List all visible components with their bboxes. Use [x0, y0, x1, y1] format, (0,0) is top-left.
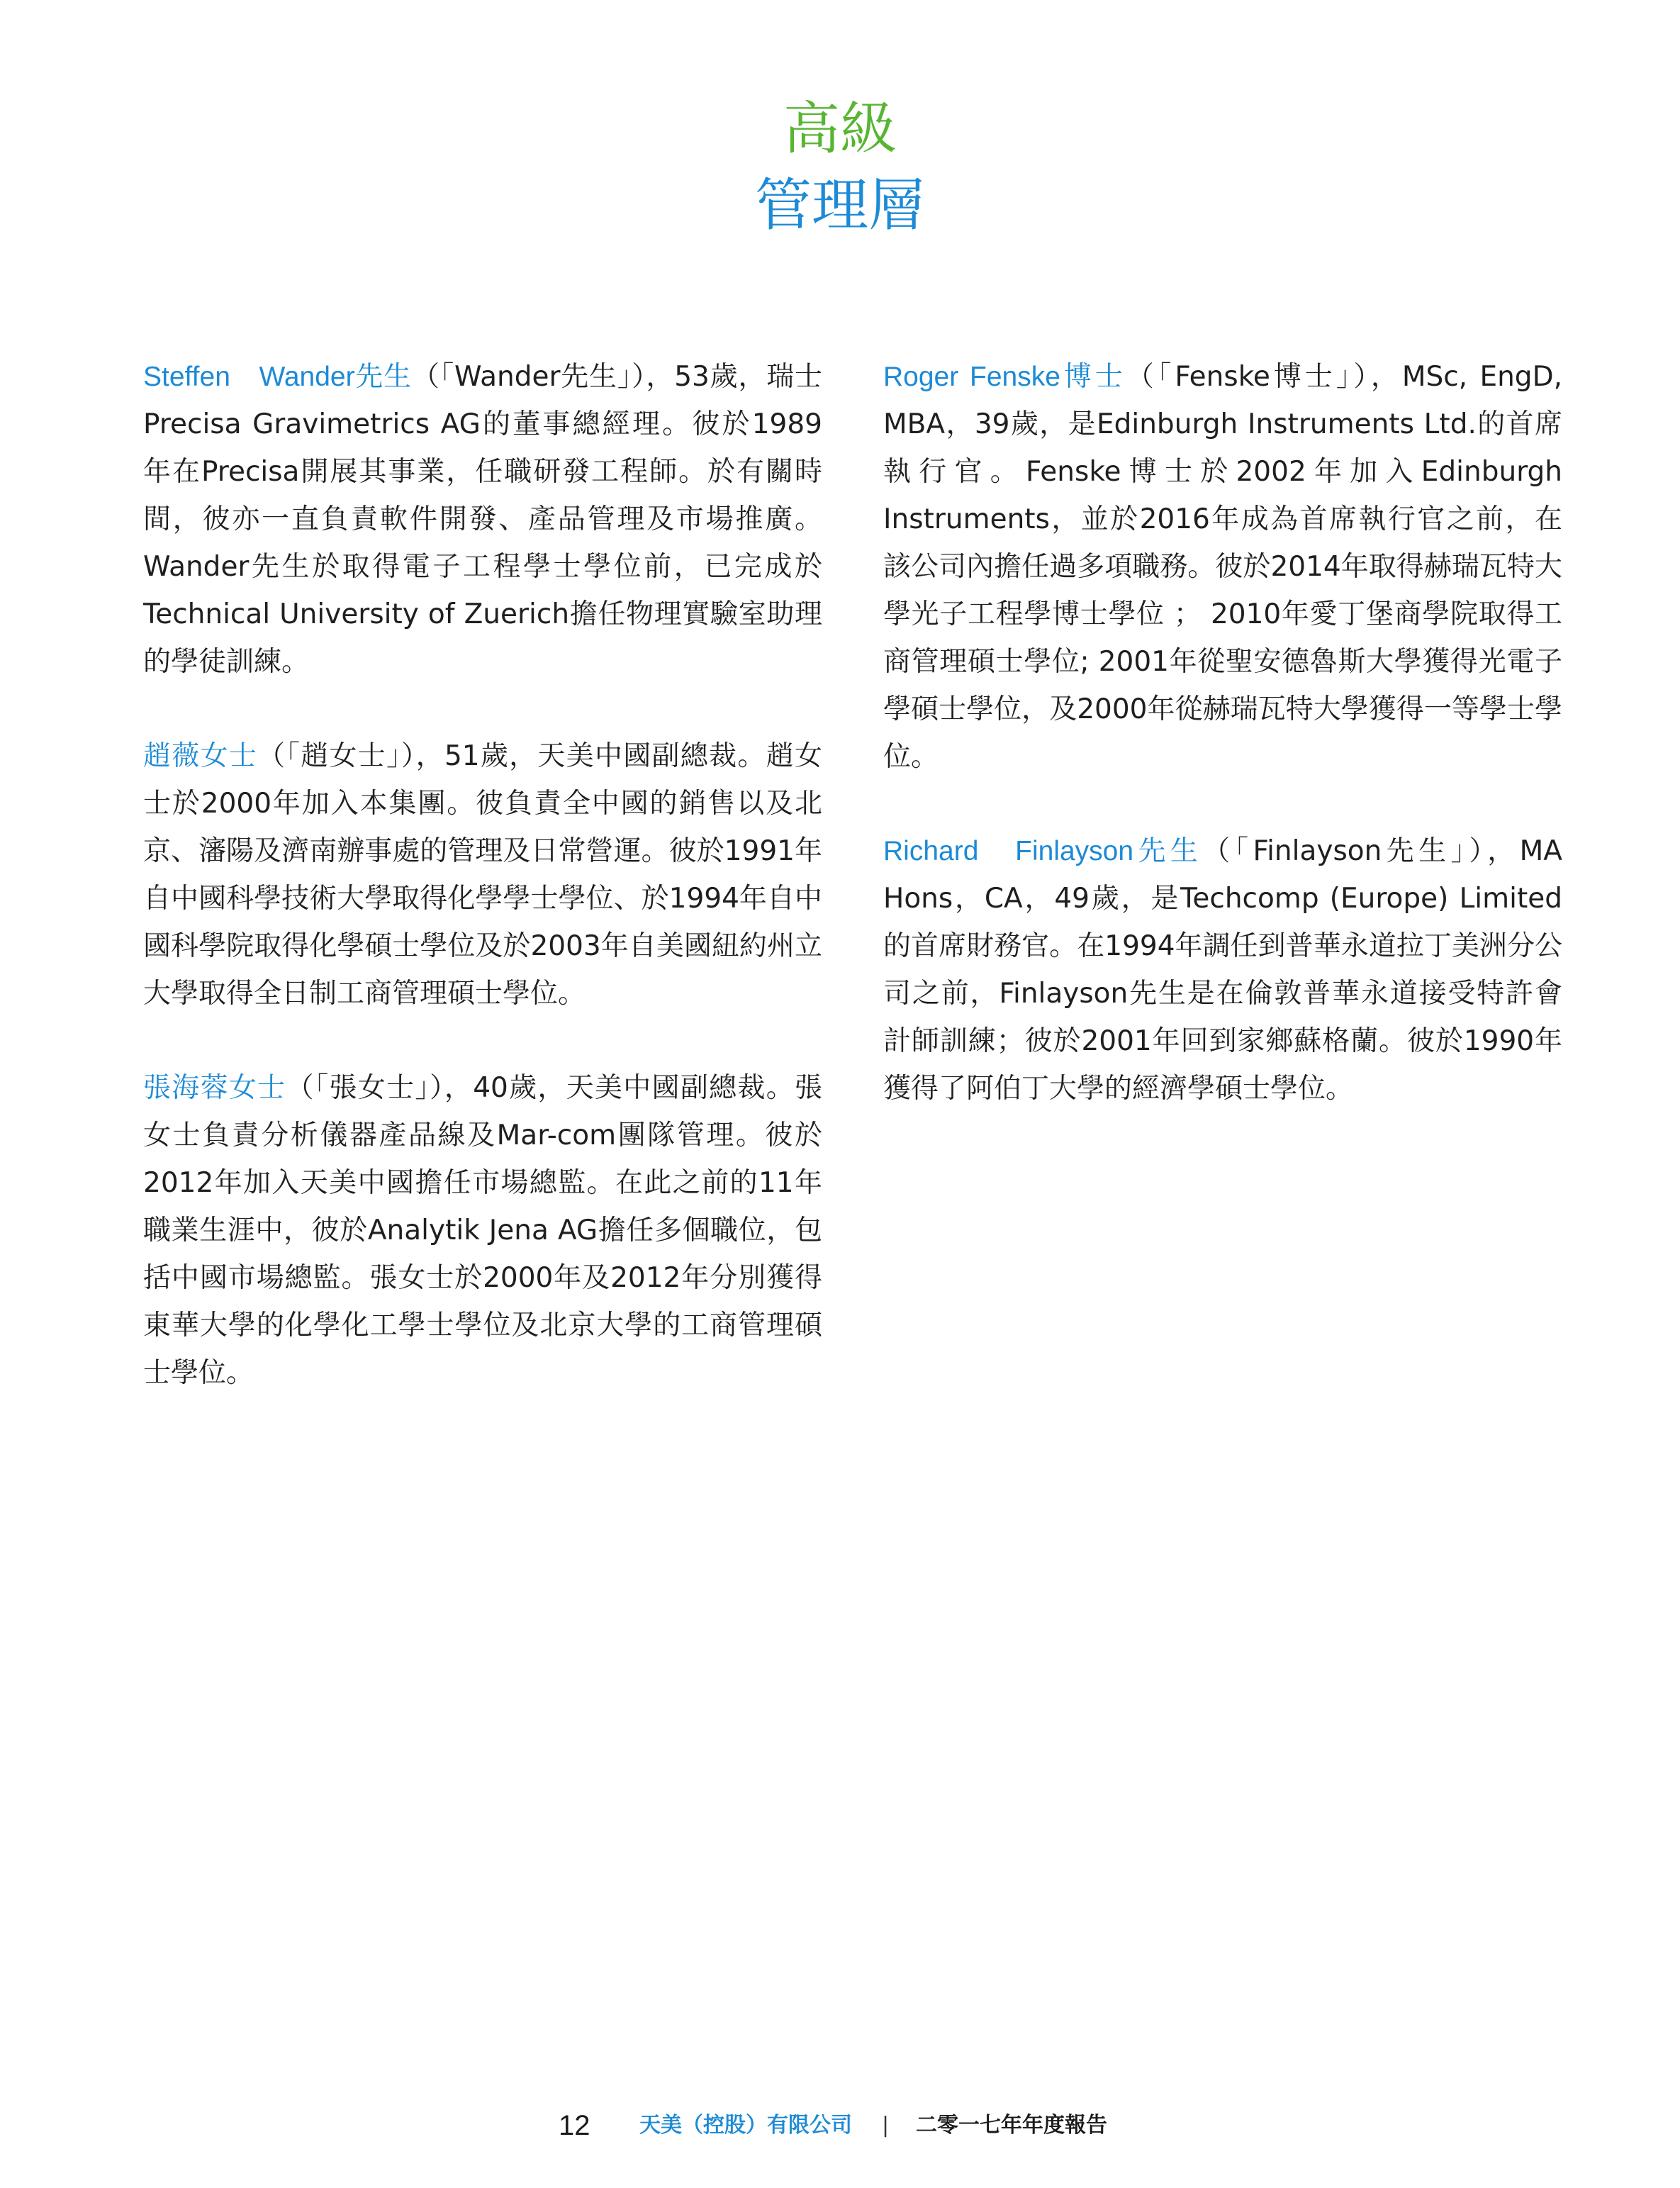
footer-report-title: 二零一七年年度報告	[916, 2113, 1107, 2138]
footer-company-name: 天美（控股）有限公司	[639, 2113, 852, 2138]
left-column	[143, 353, 822, 1444]
bio-name: 趙薇女士	[143, 741, 258, 771]
bio-wander	[143, 353, 822, 686]
bio-text: （「張女士」），40歲，天美中國副總裁。張女士負責分析儀器產品線及Mar-com團隊管理。彼於2012年加入天美中國擔任市場總監。在此之前的11年職業生涯中，彼於Analytik Jena AG擔任多個職位，包括中國市場總監。張女士於2000年及2012年分別獲得東華大學的化學化工學士學位及北京大學的工商管理碩士學位。	[143, 1072, 822, 1389]
bio-finlayson	[883, 827, 1562, 1112]
page-number: 12	[559, 2110, 590, 2141]
bio-fenske	[883, 353, 1562, 781]
bio-name: Richard Finlayson先生	[883, 836, 1203, 866]
bio-zhang	[143, 1064, 822, 1397]
bio-name: Roger Fenske博士	[883, 362, 1126, 392]
bio-text: （「Wander先生」），53歲，瑞士Precisa Gravimetrics AG的董事總經理。彼於1989年在Precisa開展其事業，任職研發工程師。於有關時間，彼亦一直負責軟件開發、產品管理及市場推廣。Wander先生於取得電子工程學士學位前，已完成於Technical University of Zuerich擔任物理實驗室助理的學徒訓練。	[143, 361, 822, 678]
footer-separator: |	[882, 2113, 890, 2138]
page-title-line1: 高級	[783, 96, 897, 162]
page-title-line2: 管理層	[755, 172, 925, 238]
bio-name: 張海蓉女士	[143, 1073, 286, 1103]
page-footer	[0, 2104, 1680, 2147]
bio-zhao	[143, 732, 822, 1017]
bio-text: （「趙女士」），51歲，天美中國副總裁。趙女士於2000年加入本集團。彼負責全中國的銷售以及北京、瀋陽及濟南辦事處的管理及日常營運。彼於1991年自中國科學技術大學取得化學學士學位、於1994年自中國科學院取得化學碩士學位及於2003年自美國紐約州立大學取得全日制工商管理碩士學位。	[143, 740, 822, 1010]
bio-text: （「Finlayson先生」），MA Hons，CA，49歲，是Techcomp (Europe) Limited的首席財務官。在1994年調任到普華永道拉丁美洲分公司之前，Finlayson先生是在倫敦普華永道接受特許會計師訓練；彼於2001年回到家鄉蘇格蘭。彼於1990年獲得了阿伯丁大學的經濟學碩士學位。	[883, 835, 1562, 1105]
right-column	[883, 353, 1562, 1159]
bio-text: （「Fenske博士」），MSc, EngD, MBA，39歲，是Edinburgh Instruments Ltd.的首席執行官。Fenske博士於2002年加入Edinburgh Instruments，並於2016年成為首席執行官之前，在該公司內擔任過多項職務。彼於2014年取得赫瑞瓦特大學光子工程學博士學位 ； 2010年愛丁堡商學院取得工商管理碩士學位; 2001年從聖安德魯斯大學獲得光電子學碩士學位，及2000年從赫瑞瓦特大學獲得一等學士學位。	[883, 361, 1562, 773]
bio-name: Steffen Wander先生	[143, 362, 412, 392]
